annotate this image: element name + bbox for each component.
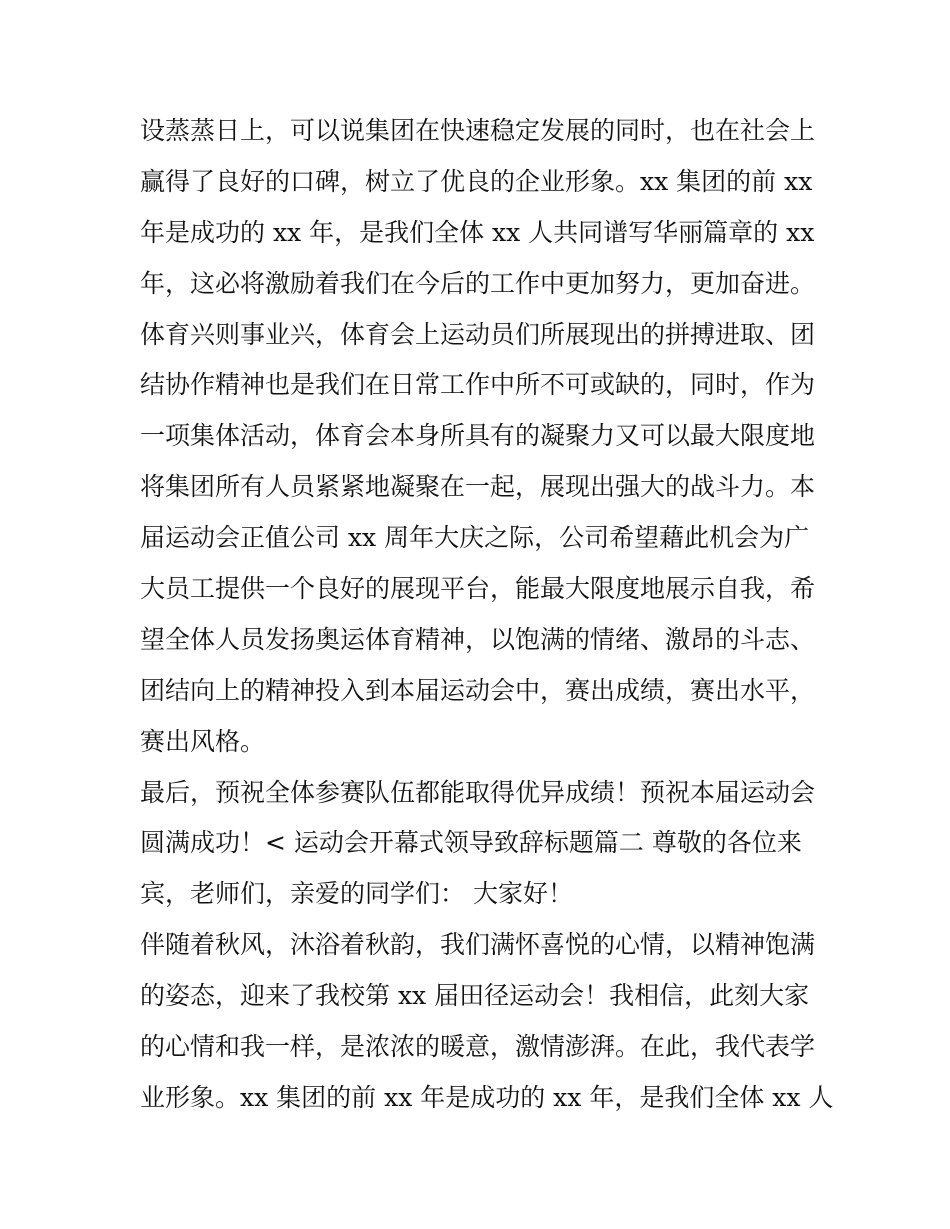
text-line: 一项集体活动，体育会本身所具有的凝聚力又可以最大限度地 (140, 421, 816, 451)
text-line: 伴随着秋风，沐浴着秋韵，我们满怀喜悦的心情，以精神饱满 (140, 930, 816, 960)
text-line: 望全体人员发扬奥运体育精神，以饱满的情绪、激昂的斗志、 (140, 624, 816, 654)
text-line: 年，这必将激励着我们在今后的工作中更加努力，更加奋进。 (140, 268, 816, 298)
text-line: 宾，老师们，亲爱的同学们： 大家好！ (140, 879, 573, 909)
text-line: 赢得了良好的口碑，树立了优良的企业形象。xx 集团的前 xx (140, 166, 813, 196)
text-line: 结协作精神也是我们在日常工作中所不可或缺的，同时，作为 (140, 370, 816, 400)
text-line: 体育兴则事业兴，体育会上运动员们所展现出的拼搏进取、团 (140, 319, 816, 349)
text-line: 将集团所有人员紧紧地凝聚在一起，展现出强大的战斗力。本 (140, 472, 816, 502)
text-line: 业形象。xx 集团的前 xx 年是成功的 xx 年，是我们全体 xx 人 (140, 1082, 834, 1112)
text-line: 年是成功的 xx 年，是我们全体 xx 人共同谱写华丽篇章的 xx (140, 217, 815, 247)
text-line: 赛出风格。 (140, 726, 266, 756)
text-line: 届运动会正值公司 xx 周年大庆之际，公司希望藉此机会为广 (140, 523, 810, 553)
body-text (140, 106, 834, 1124)
text-line: 的姿态，迎来了我校第 xx 届田径运动会！我相信，此刻大家 (140, 981, 810, 1011)
text-line: 圆满成功！< 运动会开幕式领导致辞标题篇二 尊敬的各位来 (140, 828, 802, 858)
text-line: 最后，预祝全体参赛队伍都能取得优异成绩！预祝本届运动会 (140, 777, 816, 807)
text-line: 大员工提供一个良好的展现平台，能最大限度地展示自我，希 (140, 574, 816, 604)
text-line: 团结向上的精神投入到本届运动会中，赛出成绩，赛出水平， (140, 675, 816, 705)
text-line: 的心情和我一样，是浓浓的暖意，激情澎湃。在此，我代表学 (140, 1032, 816, 1062)
text-line: 设蒸蒸日上，可以说集团在快速稳定发展的同时，也在社会上 (140, 116, 816, 145)
